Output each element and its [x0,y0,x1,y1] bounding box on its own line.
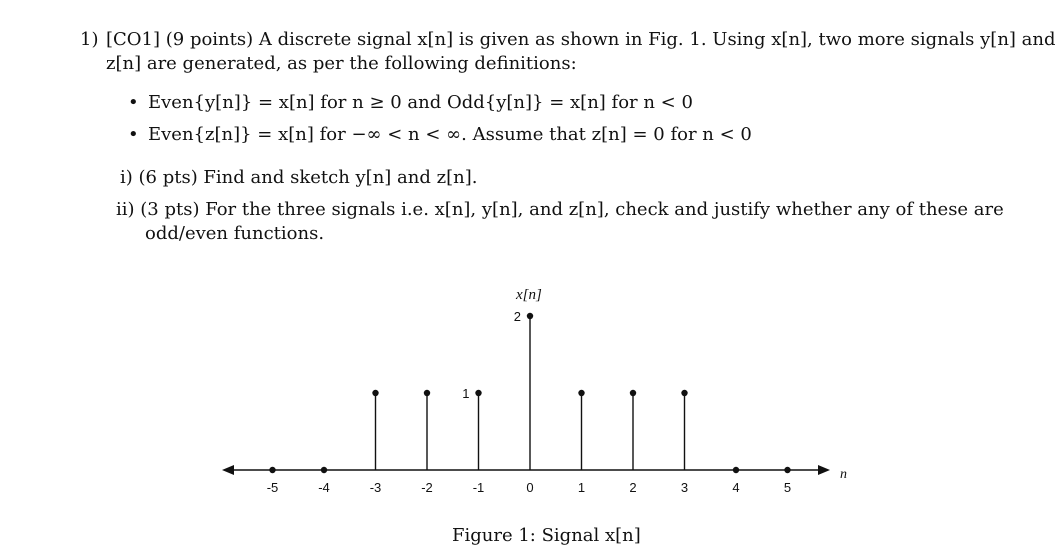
x-axis-left-arrow [222,465,234,475]
data-label: 2 [513,309,521,324]
x-tick-label: 5 [783,480,792,495]
x-tick-label: -1 [472,480,485,495]
question-line-1: [CO1] (9 points) A discrete signal x[n] is given as shown in Fig. 1. Using x[n], two more signals y[n] and [106,29,1056,50]
x-tick-label: -5 [266,480,279,495]
stem-point [372,390,378,396]
x-axis-label: n [840,467,847,482]
x-tick-label: 1 [577,480,586,495]
stem-point [321,467,327,473]
x-tick-label: 4 [732,480,740,495]
bullet-2-text: Even{z[n]} = x[n] for −∞ < n < ∞. Assume that z[n] = 0 for n < 0 [148,124,752,145]
stem-point [475,390,481,396]
question-number: 1) [80,29,99,50]
question-line-2: z[n] are generated, as per the following definitions: [106,53,577,74]
stem-point [681,390,687,396]
x-tick-label: -3 [369,480,382,495]
part-ii-line-1: ii) (3 pts) For the three signals i.e. x[n], y[n], and z[n], check and justify whether any of these are [116,199,1004,220]
x-tick-label: 3 [680,480,689,495]
stem-point [269,467,275,473]
bullet-icon: • [128,92,139,113]
stem-point [527,313,533,319]
part-ii-line-2: odd/even functions. [145,223,325,244]
stem-point [733,467,739,473]
x-tick-label: 0 [526,480,534,495]
bullet-icon: • [128,124,139,145]
chart-title: x[n] [516,287,542,303]
data-label: 1 [462,386,470,401]
stem-point [784,467,790,473]
x-axis-right-arrow [818,465,830,475]
stem-point [578,390,584,396]
x-tick-label: 2 [629,480,637,495]
figure-caption: Figure 1: Signal x[n] [452,525,641,546]
stem-point [630,390,636,396]
stem-point [424,390,430,396]
bullet-1-text: Even{y[n]} = x[n] for n ≥ 0 and Odd{y[n]} = x[n] for n < 0 [148,92,693,113]
x-tick-label: -2 [421,480,433,495]
part-i: i) (6 pts) Find and sketch y[n] and z[n]. [120,167,478,188]
x-tick-label: -4 [318,480,330,495]
